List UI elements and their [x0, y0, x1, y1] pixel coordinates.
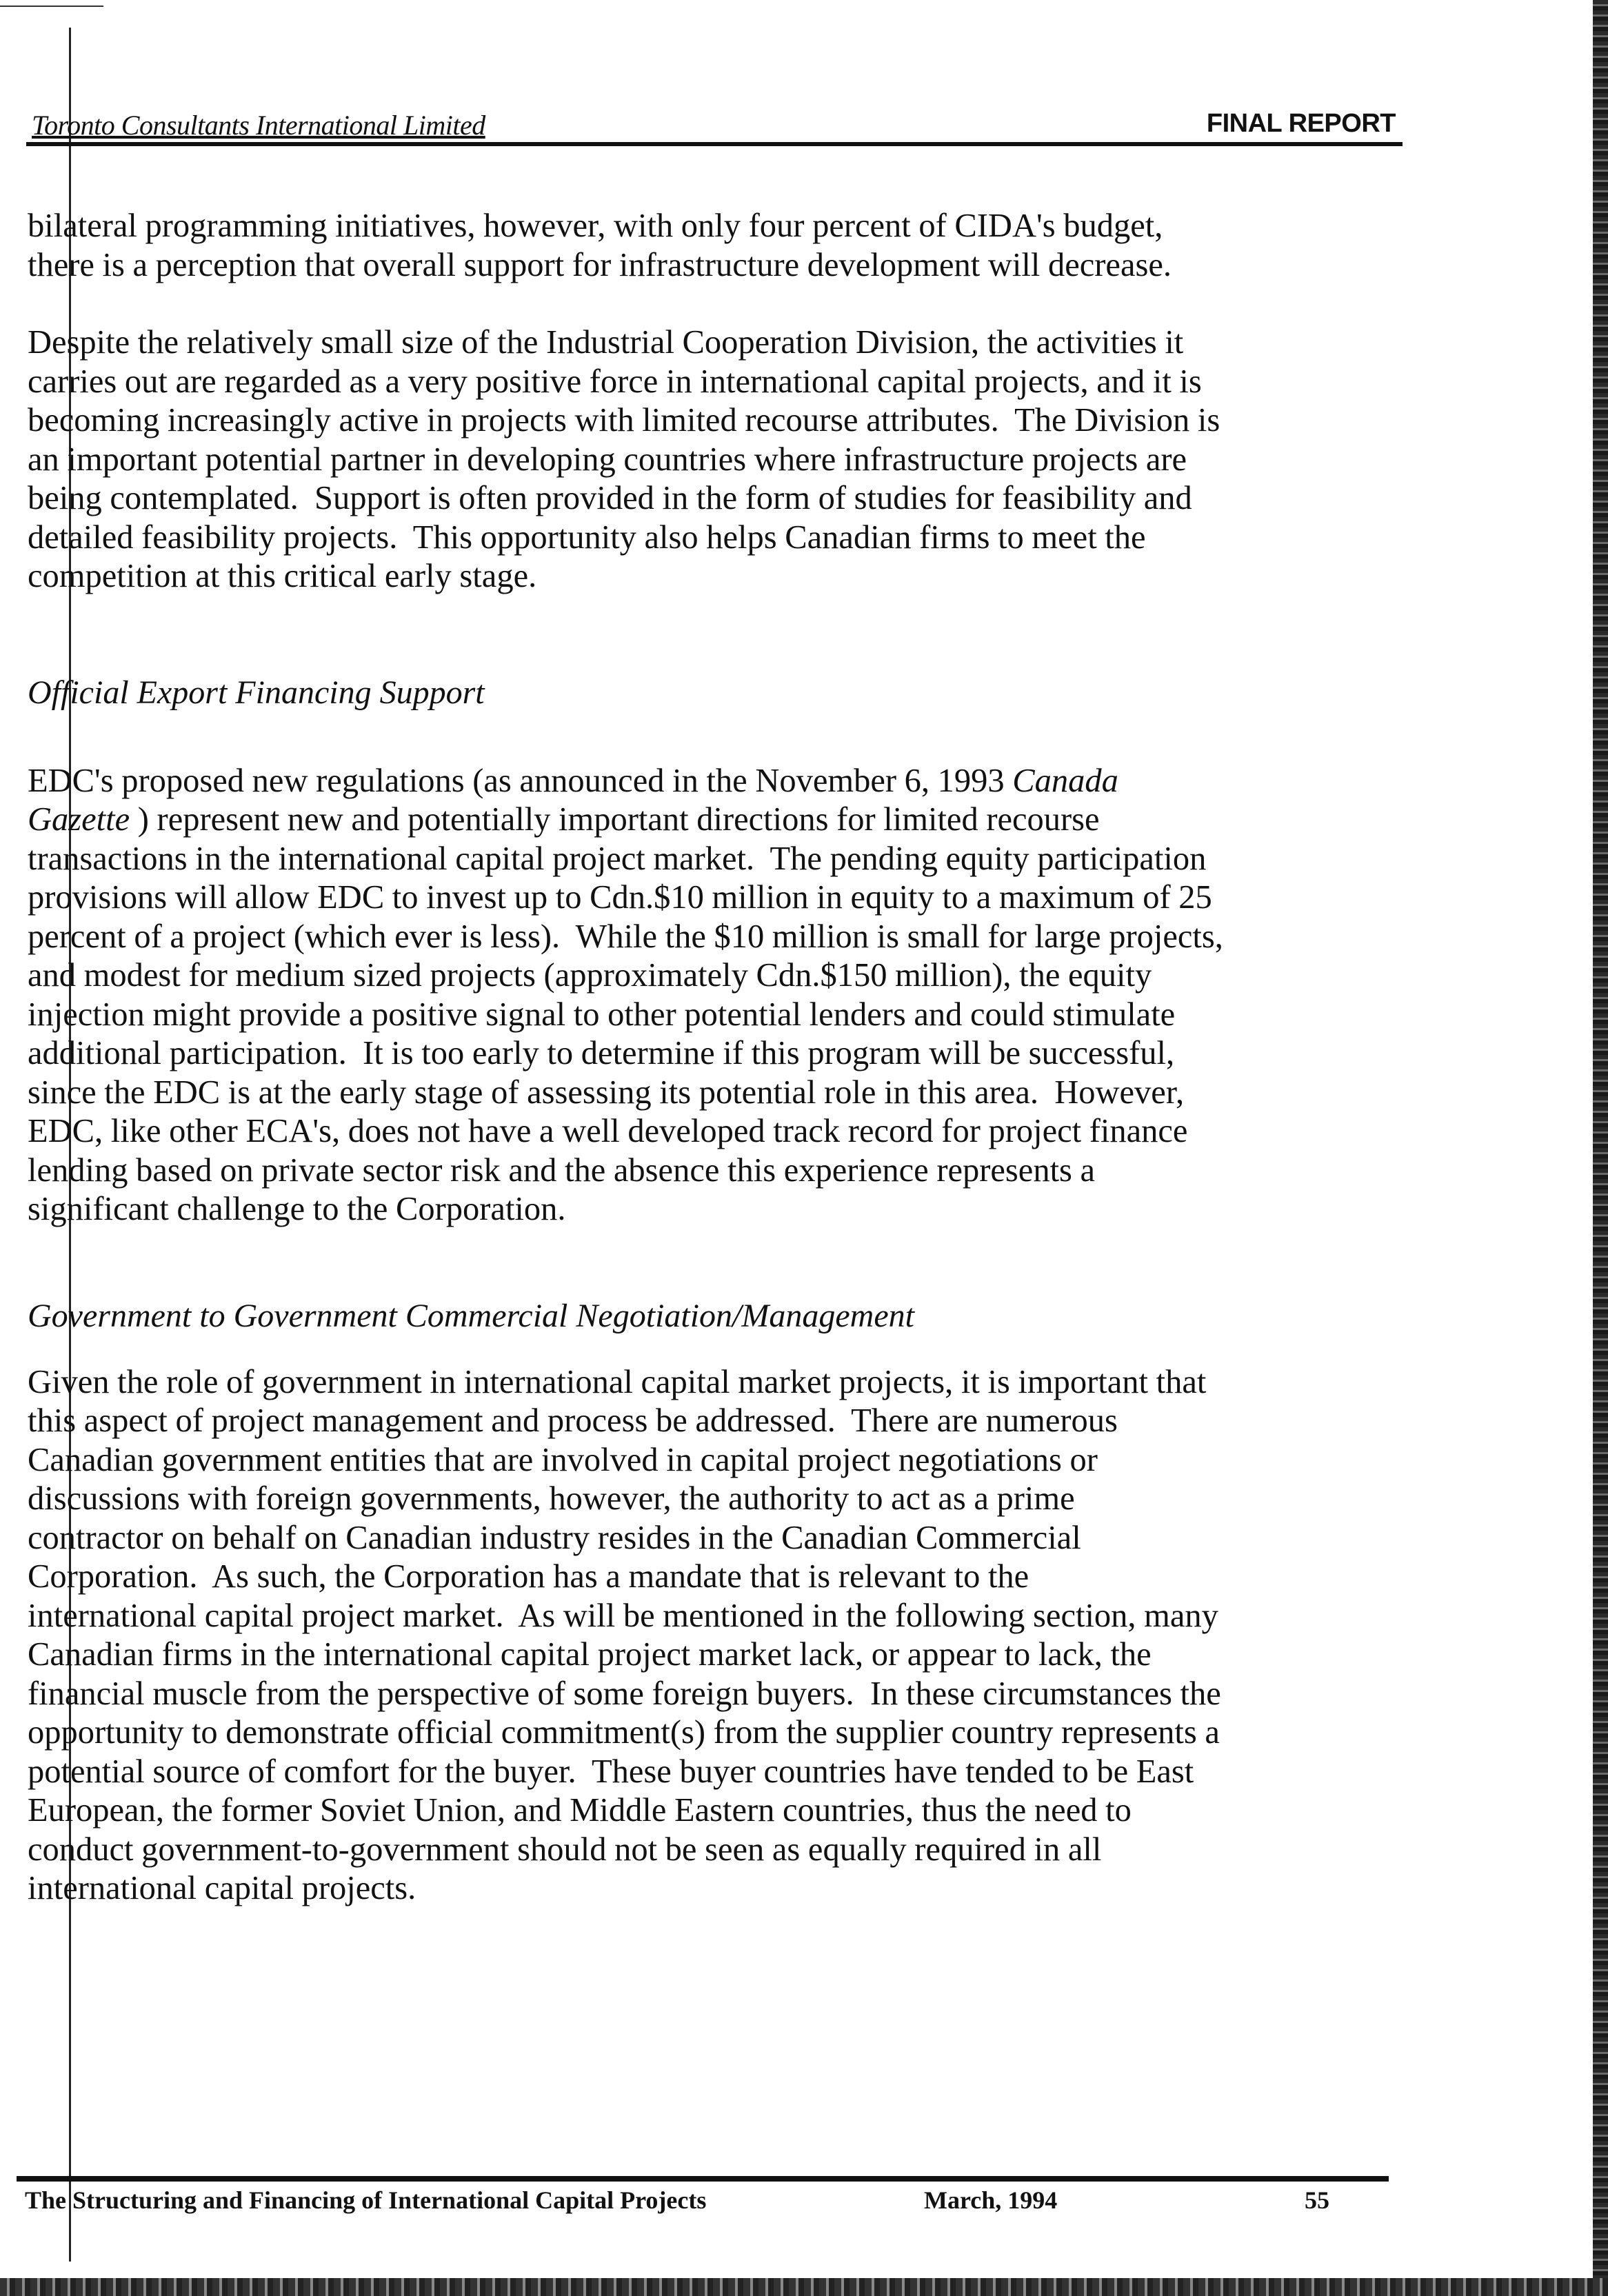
- canada-gazette-title: Canada Gazette: [28, 762, 1118, 838]
- footer-document-title: The Structuring and Financing of International Capital Projects: [25, 2186, 707, 2214]
- paragraph-edc-regulations: [28, 762, 1400, 1229]
- paragraph-government-role: Given the role of government in international capital market projects, it is important that this aspect of project management and process be addressed. There are numerous Canadian government entities that are involved in capital project negotiations or discussions with foreign governments, however, the authority to act as a prime contractor on behalf on Canadian industry resides in the Canadian Commercial Corporation. As such, the Corporation has a mandate that is relevant to the international capital project market. As will be mentioned in the following section, many Canadian firms in the international capital project market lack, or appear to lack, the financial muscle from the perspective of some foreign buyers. In these circumstances the opportunity to demonstrate official commitment(s) from the supplier country represents a potential source of comfort for the buyer. These buyer countries have tended to be East European, the former Soviet Union, and Middle Eastern countries, thus the need to conduct government-to-government should not be seen as equally required in all international capital projects.: [28, 1363, 1221, 1906]
- scan-edge-right: [1593, 0, 1608, 2296]
- paragraph-industrial-cooperation: Despite the relatively small size of the Industrial Cooperation Division, the activities it carries out are regarded as a very positive force in international capital projects, and it is becoming increasingly active in projects with limited recourse attributes. The Division is an important potential partner in developing countries where infrastructure projects are being contemplated. Support is often provided in the form of studies for feasibility and detailed feasibility projects. This opportunity also helps Canadian firms to meet the competition at this critical early stage.: [28, 324, 1220, 594]
- scan-edge-bottom: [0, 2278, 1608, 2296]
- header-report-label: FINAL REPORT: [1206, 109, 1396, 138]
- page-number: 55: [1305, 2186, 1329, 2214]
- page-body: [28, 207, 1400, 1909]
- edc-text-rest: ) represent new and potentially important directions for limited recourse transactions in the international capital project market. The pending equity participation provisions will allow EDC to invest up to Cdn.$10 million in equity to a maximum of 25 percent of a project (which ever is less). While the $10 million is small for large projects, and modest for medium sized projects (approximately Cdn.$150 million), the equity injection might provide a positive signal to other potential lenders and could stimulate additional participation. It is too early to determine if this program will be successful, since the EDC is at the early stage of assessing its potential role in this area. However, EDC, like other ECA's, does not have a well developed track record for project finance lending based on private sector risk and the absence this experience represents a significant challenge to the Corporation.: [28, 801, 1223, 1227]
- footer-rule: [17, 2176, 1389, 2182]
- paragraph-cida-budget: bilateral programming initiatives, however, with only four percent of CIDA's budget, there is a perception that overall support for infrastructure development will decrease.: [28, 208, 1172, 283]
- heading-official-export-financing: Official Export Financing Support: [28, 674, 485, 711]
- footer-date: March, 1994: [924, 2186, 1058, 2214]
- header-company-name: Toronto Consultants International Limited: [32, 110, 485, 141]
- page-footer: [21, 2186, 1379, 2220]
- page-header: [26, 105, 1403, 146]
- edc-text-start: EDC's proposed new regulations (as announced in the November 6, 1993: [28, 762, 1013, 799]
- scan-artifact-top: [0, 6, 103, 7]
- heading-government-negotiation: Government to Government Commercial Negotiation/Management: [28, 1297, 914, 1334]
- header-rule: [26, 142, 1403, 146]
